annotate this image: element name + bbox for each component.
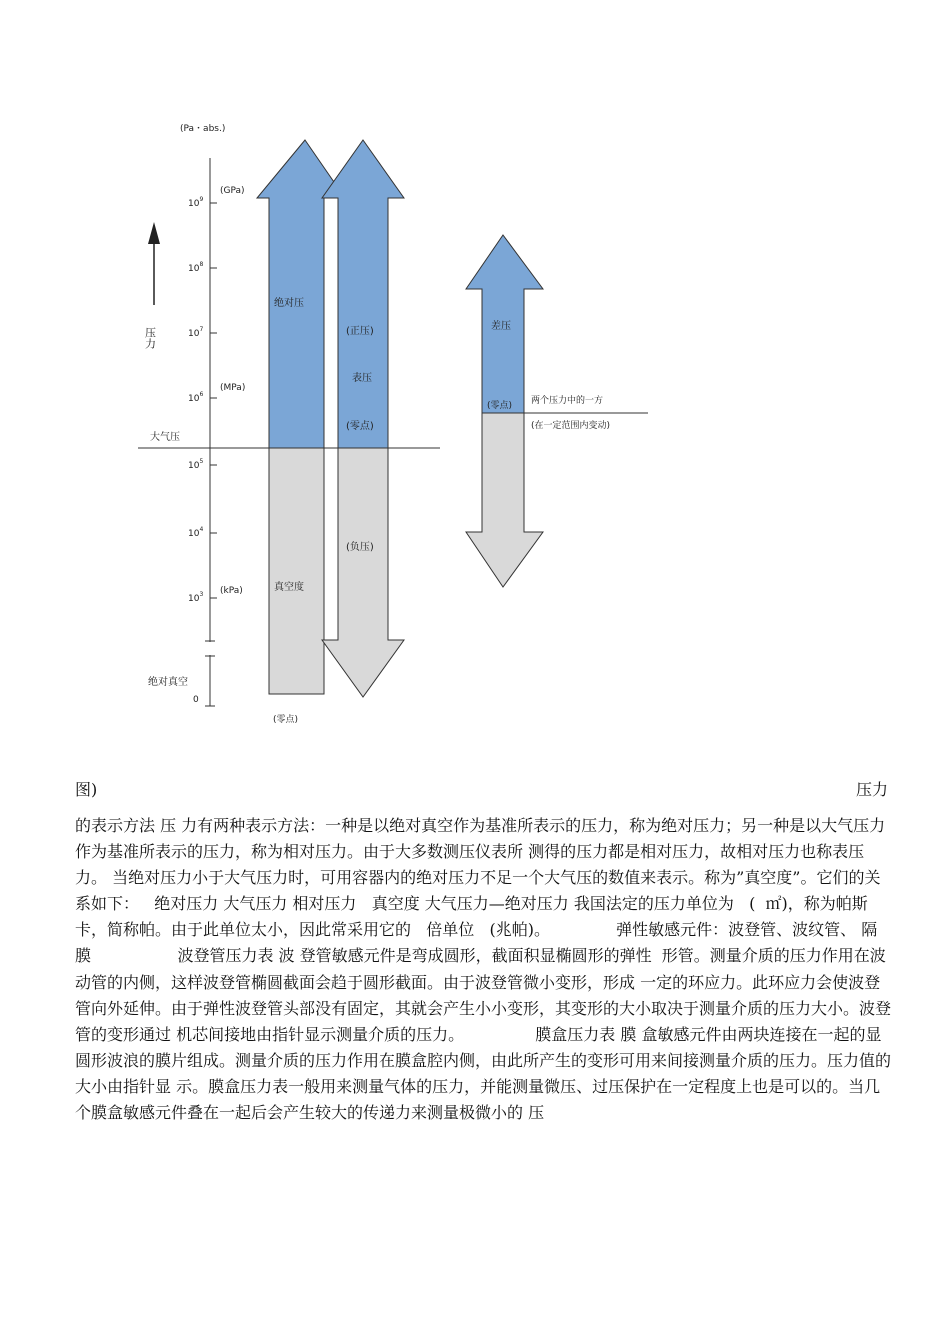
vacuum-degree-segment xyxy=(269,448,324,694)
differential-pressure-label: 差压 xyxy=(491,321,511,332)
differential-low-segment xyxy=(466,413,543,587)
gauge-pressure-label: 表压 xyxy=(352,373,372,384)
tick-label: $10^4$ xyxy=(188,526,204,539)
tick-label-zero: 0 xyxy=(193,695,199,705)
tick-labels xyxy=(188,196,203,705)
mpa-label: (MPa) xyxy=(220,383,246,393)
differential-pressure-arrow xyxy=(466,235,543,587)
atmosphere-label: 大气压 xyxy=(150,432,180,443)
differential-note-2: (在一定范围内变动) xyxy=(531,421,611,431)
negative-pressure-segment xyxy=(322,448,404,697)
gauge-pressure-arrow xyxy=(322,140,404,697)
absolute-vacuum-label: 绝对真空 xyxy=(148,677,188,688)
gauge-zero-label: (零点) xyxy=(346,421,374,432)
figure-caption: 图) xyxy=(75,780,98,799)
gpa-label: (GPa) xyxy=(220,186,245,196)
pressure-up-arrow-icon xyxy=(148,222,160,305)
pressure-axis-label: 压力 xyxy=(143,327,157,349)
tick-label: $10^8$ xyxy=(188,261,204,274)
kpa-label: (kPa) xyxy=(220,586,243,596)
unit-label: (Pa・abs.) xyxy=(180,124,226,134)
tick-label: $10^6$ xyxy=(188,391,204,404)
tick-label: $10^5$ xyxy=(188,458,204,471)
negative-pressure-label: (负压) xyxy=(346,542,374,553)
tick-label: $10^3$ xyxy=(188,591,204,604)
body-paragraph: 的表示方法 压 力有两种表示方法：一种是以绝对真空作为基准所表示的压力，称为绝对压力；另一种是以大气压力作为基准所表示的压力，称为相对压力。由于大多数测压仪表所 测得的压力都是相对压力，故相对压力也称表压力。 当绝对压力小于大气压力时，可用容器内的绝对压力不足一个大气压的数值来表示。称为”真空度”。它们的关系如下： 绝对压力 大气压力 相对压力 真空度 大气压力—绝对压力 我国法定的压力单位为 ( ㎡)，称为帕斯卡，简称帕。由于此单位太小，因此常采用它的 倍单位 (兆帕)。 弹性敏感元件：波登管、波纹管、 隔膜 波登管压力表 波 登管敏感元件是弯成圆形，截面积显椭圆形的弹性 形管。测量介质的压力作用在波动管的内侧，这样波登管椭圆截面会趋于圆形截面。由于波登管微小变形，形成 一定的环应力。此环应力会使波登管向外延伸。由于弹性波登管头部没有固定，其就会产生小小变形，其变形的大小取决于测量介质的压力大小。波登管的变形通过 机芯间接地由指针显示测量介质的压力。 膜盒压力表 膜 盒敏感元件由两块连接在一起的显圆形波浪的膜片组成。测量介质的压力作用在膜盒腔内侧，由此所产生的变形可用来间接测量介质的压力。压力值的大小由指针显 示。膜盒压力表一般用来测量气体的压力，并能测量微压、过压保护在一定程度上也是可以的。当几个膜盒敏感元件叠在一起后会产生较大的传递力来测量极微小的 压 xyxy=(75,816,892,1123)
positive-pressure-segment xyxy=(322,140,404,448)
figure-caption-right: 压力 xyxy=(855,780,888,799)
tick-label: $10^7$ xyxy=(188,326,204,339)
differential-zero-label: (零点) xyxy=(487,401,513,411)
pressure-axis xyxy=(205,158,217,706)
absolute-pressure-arrow xyxy=(257,140,345,694)
absolute-pressure-label: 绝对压 xyxy=(274,298,304,309)
tick-label: $10^9$ xyxy=(188,196,204,209)
zero-point-bottom-label: (零点) xyxy=(273,715,299,725)
differential-note-1: 两个压力中的一方 xyxy=(531,396,604,406)
vacuum-degree-label: 真空度 xyxy=(274,582,304,593)
positive-pressure-label: (正压) xyxy=(346,326,374,337)
